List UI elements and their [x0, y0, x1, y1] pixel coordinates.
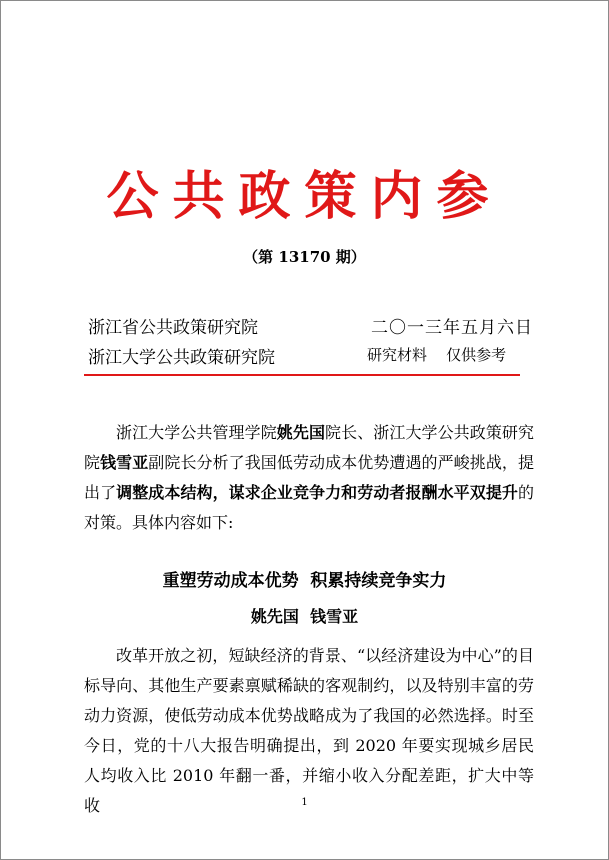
issuer-org-2: 浙江大学公共政策研究院 [88, 348, 275, 368]
header-divider [84, 374, 520, 376]
intro-text-4: 的对策。具体内容如下: [84, 483, 534, 532]
intro-emphasis: 调整成本结构，谋求企业竞争力和劳动者报酬水平双提升 [116, 483, 518, 502]
issuer-org-1: 浙江省公共政策研究院 [88, 318, 258, 338]
intro-paragraph [84, 418, 534, 538]
issue-date: 二〇一三年五月六日 [371, 318, 533, 338]
article-title: 重塑劳动成本优势 积累持续竞争实力 [162, 571, 447, 591]
document-title: 公共政策内参 [106, 166, 503, 227]
article-authors: 姚先国 钱雪亚 [250, 607, 359, 626]
page-number: 1 [301, 797, 308, 808]
intro-text-2: 院长、浙江大学公共政策研究院 [84, 423, 534, 472]
author-name-yao: 姚先国 [276, 423, 326, 442]
classification-note: 研究材料 仅供参考 [367, 346, 507, 364]
issue-number: （第 13170 期） [243, 248, 366, 266]
article-body: 改革开放之初，短缺经济的背景、“以经济建设为中心”的目标导向、其他生产要素禀赋稀缺的客观制约，以及特别丰富的劳动力资源，使低劳动成本优势战略成为了我国的必然选择。时至今日，党的十八大报告明确提出，到 2020 年要实现城乡居民人均收入比 2010 年翻一番，并缩小收入分配差距，扩大中等收 [84, 646, 534, 815]
intro-text-3: 副院长分析了我国低劳动成本优势遭遇的严峻挑战，提出了 [84, 453, 534, 502]
intro-text-1: 浙江大学公共管理学院 [116, 423, 277, 442]
author-name-qian: 钱雪亚 [100, 453, 149, 472]
